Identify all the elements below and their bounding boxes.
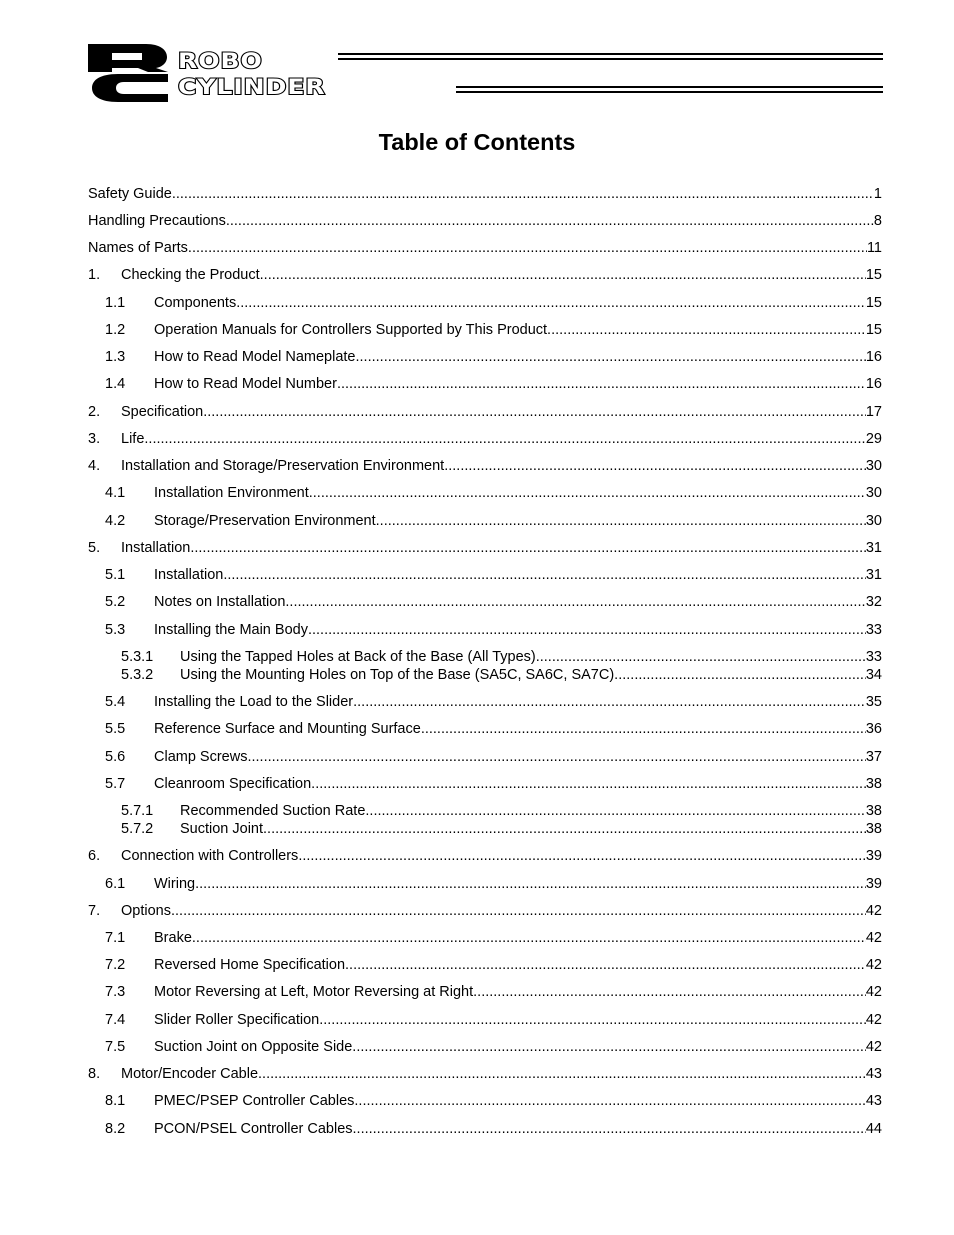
toc-entry-page: 31 bbox=[865, 540, 882, 556]
toc-entry-page: 43 bbox=[865, 1066, 882, 1082]
toc-entry-number: 5.4 bbox=[105, 694, 126, 710]
page-title: Table of Contents bbox=[378, 129, 576, 155]
toc-entry[interactable] bbox=[0, 457, 954, 475]
toc-entry-page: 42 bbox=[865, 1012, 882, 1028]
toc-entry-page: 42 bbox=[865, 984, 882, 1000]
toc-entry-number: 1.4 bbox=[105, 376, 126, 392]
toc-entry-title: Connection with Controllers bbox=[121, 848, 299, 864]
toc-entry-number: 7.5 bbox=[105, 1039, 126, 1055]
toc-entry-title: Using the Tapped Holes at Back of the Base (All Types) bbox=[180, 649, 536, 665]
toc-entry[interactable] bbox=[0, 593, 954, 611]
toc-entry[interactable] bbox=[0, 648, 954, 666]
toc-entry[interactable] bbox=[0, 956, 954, 974]
toc-entry-number: 4. bbox=[88, 458, 101, 474]
toc-entry[interactable] bbox=[0, 820, 954, 838]
toc-entry-title: Options bbox=[121, 903, 171, 919]
toc-entry[interactable] bbox=[0, 847, 954, 865]
toc-entry-number: 4.1 bbox=[105, 485, 126, 501]
toc-entry[interactable] bbox=[0, 266, 954, 284]
toc-entry[interactable] bbox=[0, 929, 954, 947]
toc-entry[interactable] bbox=[0, 1092, 954, 1110]
robo-cylinder-logo bbox=[88, 44, 883, 102]
toc-entry-title: Safety Guide bbox=[88, 186, 172, 202]
toc-leader-dots bbox=[188, 239, 867, 257]
toc-entry-number: 1.2 bbox=[105, 322, 126, 338]
toc-entry-title: Storage/Preservation Environment bbox=[154, 513, 376, 529]
toc-leader-dots bbox=[195, 875, 866, 893]
toc-entry-title: Reference Surface and Mounting Surface bbox=[154, 721, 421, 737]
toc-entry-title: Motor Reversing at Left, Motor Reversing at Right bbox=[154, 984, 474, 1000]
toc-entry[interactable] bbox=[0, 748, 954, 766]
toc-leader-dots bbox=[547, 321, 866, 339]
logo-word-robo: ROBO bbox=[178, 48, 263, 74]
toc-entry[interactable] bbox=[0, 666, 954, 684]
toc-entry-page: 33 bbox=[865, 622, 882, 638]
toc-entry[interactable] bbox=[0, 539, 954, 557]
logo-word-cylinder: CYLINDER bbox=[178, 74, 326, 100]
toc-entry-title: Reversed Home Specification bbox=[154, 957, 346, 973]
toc-entry[interactable] bbox=[0, 720, 954, 738]
toc-leader-dots bbox=[356, 348, 866, 366]
toc-leader-dots bbox=[172, 185, 874, 203]
toc-leader-dots bbox=[203, 403, 866, 421]
toc-entry-number: 5.6 bbox=[105, 749, 126, 765]
toc-entry-page: 16 bbox=[865, 349, 882, 365]
toc-leader-dots bbox=[263, 820, 866, 838]
toc-entry-page: 15 bbox=[865, 267, 882, 283]
toc-entry-title: Components bbox=[154, 295, 237, 311]
toc-leader-dots bbox=[473, 983, 866, 1001]
toc-entry-page: 15 bbox=[865, 322, 882, 338]
toc-entry[interactable] bbox=[0, 1011, 954, 1029]
toc-entry-title: Cleanroom Specification bbox=[154, 776, 312, 792]
toc-entry[interactable] bbox=[0, 375, 954, 393]
toc-entry[interactable] bbox=[0, 1038, 954, 1056]
toc-entry-page: 38 bbox=[865, 776, 882, 792]
toc-entry-page: 33 bbox=[865, 649, 882, 665]
toc-entry[interactable] bbox=[0, 875, 954, 893]
toc-entry-title: Wiring bbox=[154, 876, 196, 892]
toc-leader-dots bbox=[536, 648, 866, 666]
toc-entry-number: 2. bbox=[88, 404, 101, 420]
toc-leader-dots bbox=[308, 621, 866, 639]
toc-entry-title: How to Read Model Number bbox=[154, 376, 337, 392]
toc-entry[interactable] bbox=[0, 239, 954, 257]
toc-entry-number: 7. bbox=[88, 903, 101, 919]
toc-entry-title: Checking the Product bbox=[121, 267, 260, 283]
toc-leader-dots bbox=[345, 956, 866, 974]
toc-entry-number: 5.5 bbox=[105, 721, 126, 737]
toc-leader-dots bbox=[353, 1120, 866, 1138]
toc-entry-page: 44 bbox=[865, 1121, 882, 1137]
toc-entry-number: 5.3.1 bbox=[121, 649, 154, 665]
toc-leader-dots bbox=[236, 294, 866, 312]
toc-entry-page: 42 bbox=[865, 1039, 882, 1055]
toc-entry-number: 8.2 bbox=[105, 1121, 126, 1137]
toc-leader-dots bbox=[337, 375, 866, 393]
toc-entry[interactable] bbox=[0, 212, 954, 230]
toc-leader-dots bbox=[614, 666, 866, 684]
toc-entry-number: 1.1 bbox=[105, 295, 126, 311]
toc-leader-dots bbox=[144, 430, 865, 448]
toc-entry-number: 5.7.2 bbox=[121, 821, 154, 837]
toc-entry-title: Motor/Encoder Cable bbox=[121, 1066, 259, 1082]
toc-entry-number: 1.3 bbox=[105, 349, 126, 365]
toc-entry[interactable] bbox=[0, 185, 954, 203]
toc-leader-dots bbox=[260, 266, 866, 284]
toc-leader-dots bbox=[365, 802, 865, 820]
toc-entry-title: Installation Environment bbox=[154, 485, 309, 501]
toc-entry-number: 5. bbox=[88, 540, 101, 556]
toc-entry-number: 7.3 bbox=[105, 984, 126, 1000]
toc-entry-number: 7.1 bbox=[105, 930, 126, 946]
toc-entry-page: 11 bbox=[866, 240, 882, 256]
toc-entry-page: 37 bbox=[865, 749, 882, 765]
toc-entry[interactable] bbox=[0, 484, 954, 502]
toc-entry-number: 1. bbox=[88, 267, 101, 283]
toc-entry-title: Operation Manuals for Controllers Supported by This Product bbox=[154, 322, 548, 338]
toc-entry-number: 6.1 bbox=[105, 876, 126, 892]
toc-entry-title: Using the Mounting Holes on Top of the Base (SA5C, SA6C, SA7C) bbox=[180, 667, 615, 683]
toc-entry-page: 30 bbox=[865, 513, 882, 529]
toc-entry[interactable] bbox=[0, 512, 954, 530]
toc-leader-dots bbox=[353, 693, 866, 711]
toc-entry-number: 7.4 bbox=[105, 1012, 126, 1028]
toc-entry-number: 8. bbox=[88, 1066, 101, 1082]
toc-entry-number: 5.2 bbox=[105, 594, 126, 610]
toc-entry-page: 31 bbox=[865, 567, 882, 583]
toc-entry[interactable] bbox=[0, 775, 954, 793]
toc-entry-page: 15 bbox=[865, 295, 882, 311]
toc-entry-number: 8.1 bbox=[105, 1093, 126, 1109]
toc-entry-page: 32 bbox=[865, 594, 882, 610]
toc-entry[interactable] bbox=[0, 802, 954, 820]
toc-entry[interactable] bbox=[0, 693, 954, 711]
toc-entry-title: Specification bbox=[121, 404, 204, 420]
toc-entry-page: 30 bbox=[865, 458, 882, 474]
toc-leader-dots bbox=[223, 566, 866, 584]
toc-entry-title: How to Read Model Nameplate bbox=[154, 349, 356, 365]
toc-entry-title: Installing the Main Body bbox=[154, 622, 308, 638]
toc-leader-dots bbox=[309, 484, 866, 502]
toc-entry-page: 17 bbox=[865, 404, 882, 420]
toc-entry-page: 39 bbox=[865, 848, 882, 864]
toc-entry[interactable] bbox=[0, 621, 954, 639]
toc-entry-page: 36 bbox=[865, 721, 882, 737]
toc-leader-dots bbox=[376, 512, 866, 530]
toc-leader-dots bbox=[190, 539, 866, 557]
toc-entry-title: PCON/PSEL Controller Cables bbox=[154, 1121, 353, 1137]
header-rule-top bbox=[338, 53, 883, 60]
toc-leader-dots bbox=[226, 212, 874, 230]
toc-entry-number: 6. bbox=[88, 848, 101, 864]
toc-entry[interactable] bbox=[0, 1120, 954, 1138]
toc-entry-number: 4.2 bbox=[105, 513, 126, 529]
toc-entry[interactable] bbox=[0, 430, 954, 448]
toc-entry-title: Installing the Load to the Slider bbox=[154, 694, 354, 710]
toc-entry-title: Brake bbox=[154, 930, 192, 946]
toc-entry-title: Installation and Storage/Preservation Environment bbox=[121, 458, 445, 474]
header-rule-bottom bbox=[456, 86, 883, 93]
toc-leader-dots bbox=[285, 593, 865, 611]
toc-entry[interactable] bbox=[0, 294, 954, 312]
toc-leader-dots bbox=[171, 902, 866, 920]
toc-entry-page: 30 bbox=[865, 485, 882, 501]
toc-entry-number: 5.7.1 bbox=[121, 803, 154, 819]
toc-entry-number: 5.3 bbox=[105, 622, 126, 638]
toc-leader-dots bbox=[311, 775, 866, 793]
toc-leader-dots bbox=[298, 847, 866, 865]
toc-entry[interactable] bbox=[0, 403, 954, 421]
toc-entry-title: Recommended Suction Rate bbox=[180, 803, 366, 819]
toc-entry-page: 38 bbox=[865, 821, 882, 837]
toc-entry-number: 3. bbox=[88, 431, 101, 447]
toc-entry-page: 1 bbox=[873, 186, 882, 202]
toc-entry-number: 7.2 bbox=[105, 957, 126, 973]
toc-leader-dots bbox=[319, 1011, 866, 1029]
toc-entry-title: Notes on Installation bbox=[154, 594, 286, 610]
toc-entry-title: PMEC/PSEP Controller Cables bbox=[154, 1093, 355, 1109]
toc-entry[interactable] bbox=[0, 983, 954, 1001]
toc-entry-title: Suction Joint bbox=[180, 821, 264, 837]
toc-entry-page: 42 bbox=[865, 903, 882, 919]
toc-entry-title: Handling Precautions bbox=[88, 213, 226, 229]
toc-entry-page: 43 bbox=[865, 1093, 882, 1109]
toc-leader-dots bbox=[192, 929, 866, 947]
toc-entry[interactable] bbox=[0, 1065, 954, 1083]
toc-entry-title: Clamp Screws bbox=[154, 749, 248, 765]
toc-entry-page: 35 bbox=[865, 694, 882, 710]
toc-entry-page: 8 bbox=[873, 213, 882, 229]
toc-leader-dots bbox=[354, 1092, 865, 1110]
toc-leader-dots bbox=[258, 1065, 866, 1083]
toc-entry-page: 34 bbox=[865, 667, 882, 683]
toc-entry[interactable] bbox=[0, 321, 954, 339]
toc-entry-number: 5.1 bbox=[105, 567, 126, 583]
toc-leader-dots bbox=[444, 457, 866, 475]
toc-leader-dots bbox=[247, 748, 865, 766]
toc-entry-page: 29 bbox=[865, 431, 882, 447]
rc-logo-mark bbox=[88, 44, 178, 102]
toc-entry-page: 16 bbox=[865, 376, 882, 392]
toc-leader-dots bbox=[352, 1038, 866, 1056]
toc-entry-title: Installation bbox=[154, 567, 224, 583]
toc-leader-dots bbox=[421, 720, 866, 738]
toc-entry[interactable] bbox=[0, 902, 954, 920]
toc-entry-page: 38 bbox=[865, 803, 882, 819]
toc-entry-page: 42 bbox=[865, 930, 882, 946]
toc-entry-title: Installation bbox=[121, 540, 191, 556]
toc-entry-title: Life bbox=[121, 431, 145, 447]
toc-entry[interactable] bbox=[0, 566, 954, 584]
toc-entry-title: Suction Joint on Opposite Side bbox=[154, 1039, 353, 1055]
toc-entry[interactable] bbox=[0, 348, 954, 366]
toc-entry-page: 42 bbox=[865, 957, 882, 973]
toc-entry-title: Slider Roller Specification bbox=[154, 1012, 320, 1028]
toc-entry-number: 5.3.2 bbox=[121, 667, 154, 683]
toc-entry-number: 5.7 bbox=[105, 776, 126, 792]
toc-entry-title: Names of Parts bbox=[88, 240, 188, 256]
toc-entry-page: 39 bbox=[865, 876, 882, 892]
